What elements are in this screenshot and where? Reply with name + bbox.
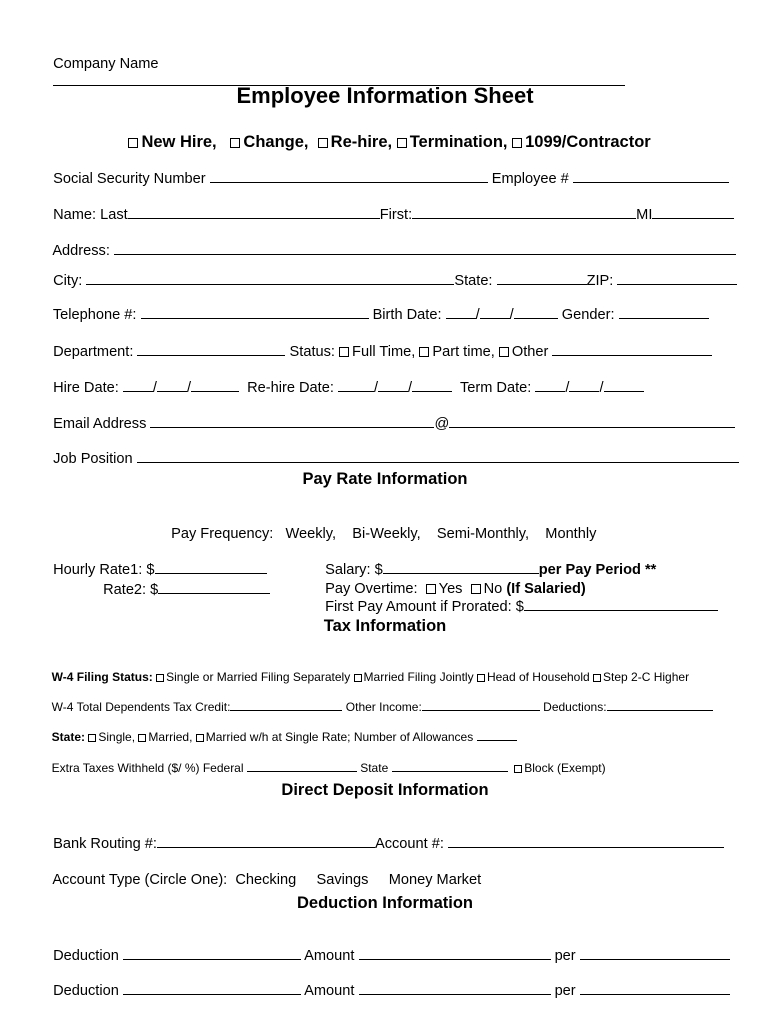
telephone-field[interactable] [141,306,369,319]
deductions-label: Deductions: [543,700,607,714]
name-first-label: First: [379,207,413,223]
hourly-rate1-label: Hourly Rate1: $ [53,562,155,578]
pay-frequency-row [163,507,596,543]
w4-option-step2c: Step 2-C Higher [603,670,690,684]
state-field[interactable] [497,272,587,285]
checkbox-w4-head[interactable] [477,674,485,682]
gender-label: Gender: [561,307,615,323]
page-title: Employee Information Sheet [236,83,534,108]
employee-number-field[interactable] [573,170,729,183]
extra-federal-field[interactable] [247,761,357,772]
checkbox-change[interactable] [230,138,240,148]
first-pay-label: First Pay Amount if Prorated: $ [325,599,524,615]
checkbox-new-hire[interactable] [128,138,138,148]
overtime-label: Pay Overtime: [325,581,418,597]
term-day-field[interactable] [569,379,599,392]
status-label: Status: [289,344,335,360]
frequency-semimonthly[interactable]: Semi-Monthly, [436,526,530,542]
dates-row: Hire Date: / / Re-hire Date: / / Term Date: / / [45,361,644,397]
birth-day-field[interactable] [480,306,510,319]
rate2-label: Rate2: $ [103,582,159,598]
w4-dependents-label: W-4 Total Dependents Tax Credit: [51,700,231,714]
overtime-yes: Yes [438,581,463,597]
state-label: State: [454,273,493,289]
deduction-label: Deduction [53,983,119,999]
bank-routing-row [45,817,724,853]
checkbox-w4-step2c[interactable] [593,674,601,682]
account-number-field[interactable] [448,835,724,848]
birth-date-label: Birth Date: [372,307,442,323]
w4-filing-label: W-4 Filing Status: [51,670,153,684]
term-year-field[interactable] [604,379,644,392]
department-row [45,325,712,361]
deduction-row-1 [45,929,730,965]
amount-label: Amount [304,983,355,999]
hire-month-field[interactable] [123,379,153,392]
status-part-time: Part time, [432,344,495,360]
w4-option-head: Head of Household [486,670,590,684]
checkbox-part-time[interactable] [419,347,429,357]
company-name-label: Company Name [53,56,159,72]
state-option-single: Single, [98,730,136,744]
first-pay-row [317,580,718,616]
checkbox-w4-single[interactable] [156,674,164,682]
rehire-date-label: Re-hire Date: [247,380,334,396]
checkbox-state-single[interactable] [88,734,96,742]
per-field[interactable] [580,982,730,995]
status-other: Other [511,344,549,360]
rate2-field[interactable] [158,581,270,594]
pay-rate-heading: Pay Rate Information [302,470,468,488]
term-month-field[interactable] [535,379,565,392]
name-last-field[interactable] [128,206,380,219]
name-mi-label: MI [636,207,653,223]
checkbox-state-married[interactable] [138,734,146,742]
email-user-field[interactable] [150,415,434,428]
w4-option-joint: Married Filing Jointly [363,670,474,684]
job-position-label: Job Position [53,451,133,467]
term-date-label: Term Date: [459,380,532,396]
account-type-savings[interactable]: Savings [316,872,369,888]
per-pay-period: per Pay Period ** [538,562,657,578]
deduction-row-2 [45,964,730,1000]
department-label: Department: [53,344,134,360]
name-row [45,188,734,224]
state-option-married-single-rate: Married w/h at Single Rate; Number of Allowances [205,730,474,744]
name-mi-field[interactable] [652,206,734,219]
email-row [45,397,735,433]
ssn-label: Social Security Number [53,171,206,187]
name-last-label: Name: Last [53,207,128,223]
other-income-label: Other Income: [345,700,422,714]
per-field[interactable] [580,947,730,960]
birth-month-field[interactable] [446,306,476,319]
deductions-field[interactable] [607,700,713,711]
change-type-new-hire: New Hire, [141,133,217,151]
hire-year-field[interactable] [191,379,239,392]
extra-state-field[interactable] [392,761,508,772]
other-income-field[interactable] [422,700,540,711]
email-at: @ [434,416,450,432]
frequency-biweekly[interactable]: Bi-Weekly, [352,526,421,542]
bank-routing-label: Bank Routing #: [53,836,157,852]
amount-field[interactable] [359,947,551,960]
tax-heading: Tax Information [323,617,447,635]
deduction-field[interactable] [123,947,301,960]
w4-option-single: Single or Married Filing Separately [166,670,351,684]
status-full-time: Full Time, [352,344,416,360]
city-field[interactable] [86,272,454,285]
gender-field[interactable] [619,306,709,319]
checkbox-rehire[interactable] [318,138,328,148]
pay-frequency-label: Pay Frequency: [171,526,274,542]
deduction-field[interactable] [123,982,301,995]
city-label: City: [53,273,83,289]
telephone-row: Telephone #: Birth Date: / / Gender: [45,288,709,324]
checkbox-termination[interactable] [397,138,407,148]
rehire-month-field[interactable] [338,379,374,392]
job-position-row [45,432,739,468]
account-type-row [45,853,481,889]
state-option-married: Married, [148,730,193,744]
telephone-label: Telephone #: [52,307,137,323]
rehire-year-field[interactable] [412,379,452,392]
if-salaried: (If Salaried) [506,581,586,597]
hire-date-label: Hire Date: [53,380,119,396]
checkbox-block-exempt[interactable] [514,765,522,773]
change-type-row [0,112,770,152]
per-label: per [554,948,576,964]
job-position-field[interactable] [137,450,739,463]
change-type-1099: 1099/Contractor [525,133,651,151]
extra-taxes-label: Extra Taxes Withheld ($/ %) Federal [51,761,244,775]
deduction-heading: Deduction Information [297,894,473,912]
checkbox-full-time[interactable] [339,347,349,357]
w4-filing-row [45,655,689,685]
address-label: Address: [52,243,110,259]
account-type-label: Account Type (Circle One): [52,872,228,888]
salary-label: Salary: $ [325,562,383,578]
per-label: per [554,983,576,999]
state-filing-row [45,715,517,745]
ssn-row [45,152,729,188]
checkbox-1099[interactable] [512,138,522,148]
department-field[interactable] [137,343,285,356]
frequency-weekly[interactable]: Weekly, [285,526,337,542]
checkbox-w4-joint[interactable] [354,674,362,682]
amount-field[interactable] [359,982,551,995]
amount-label: Amount [304,948,355,964]
checkbox-state-married-single-rate[interactable] [196,734,204,742]
overtime-no: No [483,581,503,597]
w4-dependents-row [45,685,713,715]
extra-taxes-row [45,746,606,776]
rehire-day-field[interactable] [378,379,408,392]
deduction-label: Deduction [53,948,119,964]
rate2-row [95,563,270,599]
allowances-field[interactable] [477,730,517,741]
city-row [45,254,737,290]
email-label: Email Address [53,416,147,432]
first-pay-field[interactable] [524,598,718,611]
change-type-change: Change, [243,133,309,151]
state-filing-label: State: [51,730,86,744]
email-domain-field[interactable] [449,415,735,428]
account-type-checking[interactable]: Checking [235,872,297,888]
block-exempt-label: Block (Exempt) [524,761,606,775]
name-first-field[interactable] [412,206,636,219]
change-type-rehire: Re-hire, [330,133,393,151]
zip-field[interactable] [617,272,737,285]
account-number-label: Account #: [374,836,444,852]
status-other-field[interactable] [552,343,712,356]
extra-state-label: State [360,761,389,775]
change-type-termination: Termination, [409,133,508,151]
w4-dependents-field[interactable] [230,700,342,711]
checkbox-other[interactable] [499,347,509,357]
birth-year-field[interactable] [514,306,558,319]
deposit-heading: Direct Deposit Information [281,781,489,799]
ssn-field[interactable] [210,170,488,183]
zip-label: ZIP: [586,273,614,289]
hire-day-field[interactable] [157,379,187,392]
frequency-monthly[interactable]: Monthly [545,526,597,542]
account-type-money-market[interactable]: Money Market [388,872,482,888]
bank-routing-field[interactable] [157,835,375,848]
employee-number-label: Employee # [491,171,569,187]
